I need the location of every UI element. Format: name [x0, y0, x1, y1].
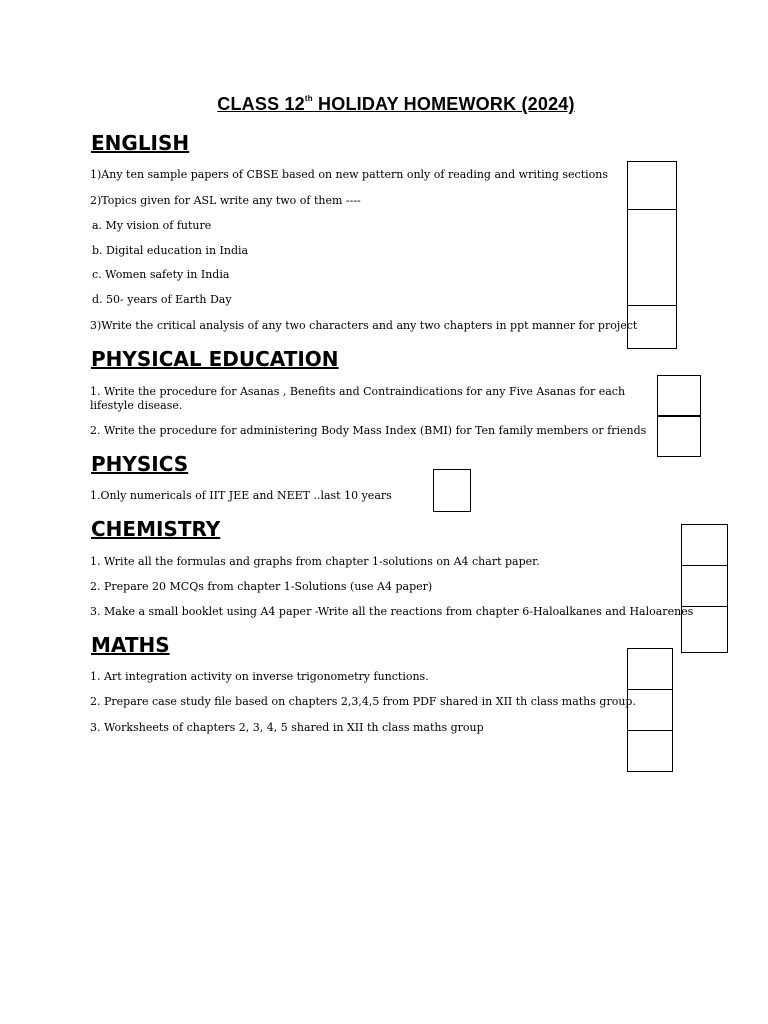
physical-education-item-2: 2. Write the procedure for administering Body Mass Index (BMI) for Ten family members or friends [90, 424, 647, 437]
maths-item-2: 2. Prepare case study file based on chapters 2,3,4,5 from PDF shared in XII th class maths group. [90, 695, 636, 708]
title-superscript: th [304, 94, 313, 103]
chemistry-item-1: 1. Write all the formulas and graphs from chapter 1-solutions on A4 chart paper. [90, 555, 540, 568]
chemistry-checkbox-2[interactable] [681, 565, 728, 607]
english-item-1: 1)Any ten sample papers of CBSE based on new pattern only of reading and writing sections [90, 168, 609, 181]
chemistry-heading: CHEMISTRY [91, 517, 221, 541]
maths-item-3: 3. Worksheets of chapters 2, 3, 4, 5 shared in XII th class maths group [90, 721, 484, 734]
physics-checkbox-1[interactable] [433, 469, 471, 512]
physical-education-heading: PHYSICAL EDUCATION [91, 347, 339, 371]
english-item-2d: d. 50- years of Earth Day [92, 293, 232, 306]
title-suffix: HOLIDAY HOMEWORK (2024) [312, 94, 575, 114]
physical-education-item-1: 1. Write the procedure for Asanas , Benefits and Contraindications for any Five Asanas for each lifestyle disease. [90, 385, 626, 412]
physical-education-checkbox-1[interactable] [657, 375, 701, 417]
english-checkbox-3[interactable] [627, 305, 677, 349]
maths-checkbox-2[interactable] [627, 689, 673, 731]
maths-checkbox-3[interactable] [627, 730, 673, 772]
document-title [0, 94, 768, 115]
english-item-2: 2)Topics given for ASL write any two of them ---- [90, 194, 361, 207]
physics-heading: PHYSICS [91, 452, 189, 476]
english-checkbox-2[interactable] [627, 209, 677, 306]
english-checkbox-1[interactable] [627, 161, 677, 210]
maths-item-1: 1. Art integration activity on inverse trigonometry functions. [90, 670, 429, 683]
english-heading: ENGLISH [91, 131, 190, 155]
maths-checkbox-1[interactable] [627, 648, 673, 690]
chemistry-item-3: 3. Make a small booklet using A4 paper -Write all the reactions from chapter 6-Haloalkanes and Haloarenes [90, 605, 694, 618]
english-item-2a: a. My vision of future [92, 219, 212, 232]
physics-item-1: 1.Only numericals of IIT JEE and NEET ..last 10 years [90, 489, 392, 502]
english-item-2b: b. Digital education in India [92, 244, 249, 257]
english-item-3: 3)Write the critical analysis of any two characters and any two chapters in ppt manner for project [90, 319, 638, 332]
english-item-2c: c. Women safety in India [92, 268, 230, 281]
title-prefix: CLASS 12 [217, 94, 305, 114]
chemistry-checkbox-3[interactable] [681, 606, 728, 653]
physical-education-checkbox-2[interactable] [657, 415, 701, 457]
chemistry-checkbox-1[interactable] [681, 524, 728, 566]
maths-heading: MATHS [91, 633, 170, 657]
chemistry-item-2: 2. Prepare 20 MCQs from chapter 1-Solutions (use A4 paper) [90, 580, 433, 593]
